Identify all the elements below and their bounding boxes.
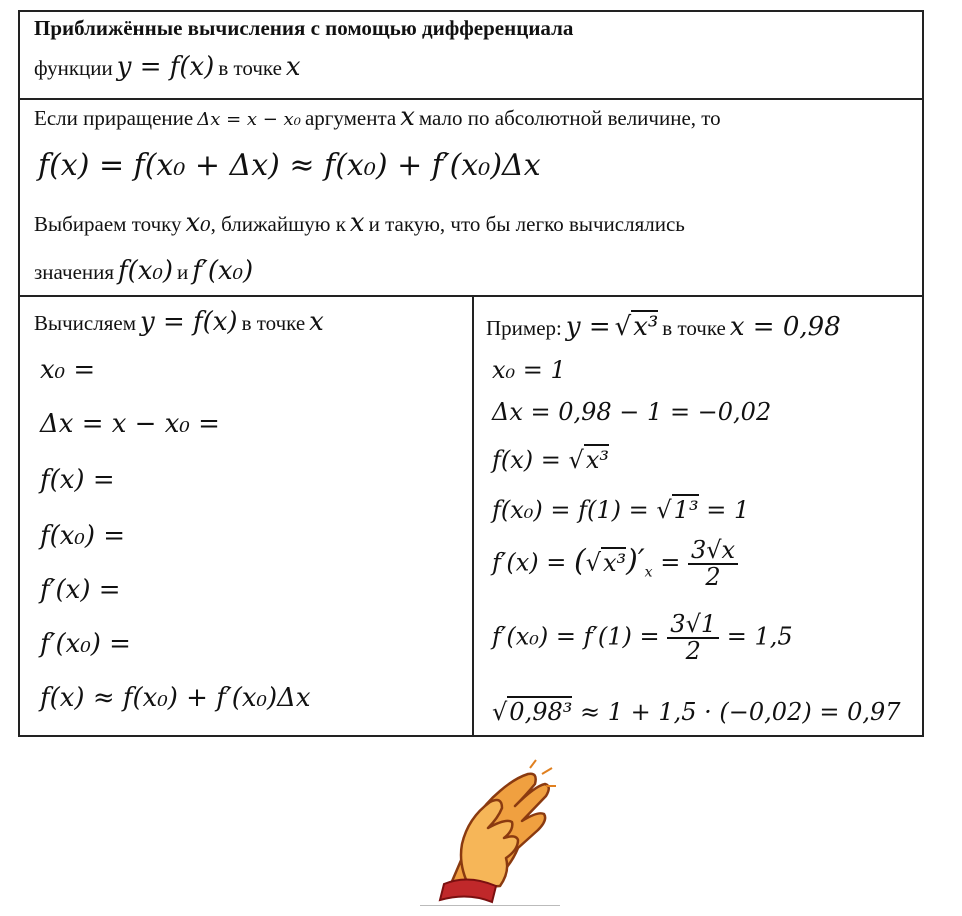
table-title: Приближённые вычисления с помощью дифференциала bbox=[34, 16, 574, 40]
row-divider-2 bbox=[20, 295, 922, 297]
fraction: $\frac{3√1}{2}$ bbox=[667, 612, 719, 664]
intro-line-4: значения f(x₀) и f′(x₀) bbox=[34, 256, 254, 286]
divider-line bbox=[420, 905, 560, 906]
template-row: x₀ = bbox=[40, 355, 96, 385]
column-divider bbox=[472, 295, 474, 735]
example-row-x0: x₀ = 1 bbox=[492, 356, 566, 384]
table-subtitle: функции y = f(x) в точке x bbox=[34, 52, 301, 82]
clapping-hands-icon bbox=[410, 756, 570, 906]
example-row-derivative-x0: f′(x₀) = f′(1) = $\frac{3√1}{2}$ = 1,5 bbox=[492, 610, 793, 666]
row-divider-1 bbox=[20, 98, 922, 100]
example-row-result: √0,98³ ≈ 1 + 1,5 · (−0,02) = 0,97 bbox=[492, 698, 901, 726]
sqrt-radicand: x³ bbox=[633, 312, 659, 342]
template-row: f(x₀) = bbox=[40, 521, 126, 551]
example-row-derivative: $f'(x) = (√x^3)'_x$ = $\frac{3√x}{2}$ bbox=[492, 538, 738, 590]
example-row-dx: Δx = 0,98 − 1 = −0,02 bbox=[492, 398, 772, 426]
example-row-fx0: f(x₀) = f(1) = √1³ = 1 bbox=[492, 496, 750, 524]
template-row: f(x) = bbox=[40, 465, 115, 495]
differential-formula: f(x) = f(x₀ + Δx) ≈ f(x₀) + f′(x₀)Δx bbox=[38, 148, 541, 183]
template-row: f′(x₀) = bbox=[40, 629, 131, 659]
example-heading: Пример: y = √x³ в точке x = 0,98 bbox=[486, 312, 841, 342]
intro-line-1: Если приращение Δx = x − x₀ аргумента x мало по абсолютной величине, то bbox=[34, 102, 721, 132]
template-row: Δx = x − x₀ = bbox=[40, 409, 220, 439]
formula-table bbox=[18, 10, 924, 737]
template-row: f(x) ≈ f(x₀) + f′(x₀)Δx bbox=[40, 683, 311, 713]
template-row: f′(x) = bbox=[40, 575, 121, 605]
template-heading: Вычисляем y = f(x) в точке x bbox=[34, 307, 324, 337]
intro-line-3: Выбираем точку x₀, ближайшую к x и такую, что бы легко вычислялись bbox=[34, 208, 685, 238]
example-row-fx: f(x) = √x³ bbox=[492, 446, 609, 474]
fraction: $\frac{3√x}{2}$ bbox=[688, 538, 738, 590]
